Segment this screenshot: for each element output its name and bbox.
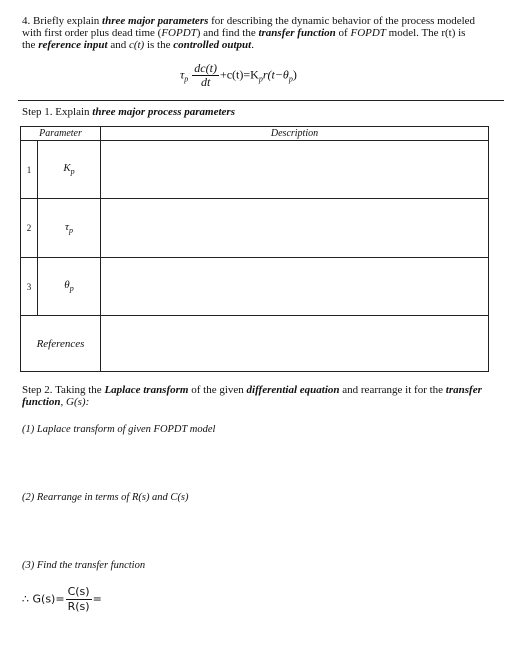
row-number: 2 xyxy=(21,199,38,258)
param-thetap xyxy=(38,258,101,316)
param-sub: p xyxy=(69,284,74,294)
substep-3: (3) Find the transfer function xyxy=(22,560,146,571)
references-row xyxy=(21,316,489,372)
step2-text: , G(s): xyxy=(60,396,90,408)
final-fraction xyxy=(66,585,92,614)
step2-emph: function xyxy=(22,396,61,408)
question-number: 4. xyxy=(22,15,31,27)
q-emph: transfer function xyxy=(258,27,336,39)
row-number: 3 xyxy=(21,258,38,316)
header-description: Description xyxy=(101,127,489,141)
q-emph: three major parameters xyxy=(102,15,209,27)
q-text: with first order plus dead time ( xyxy=(22,27,162,39)
eq-sub: p xyxy=(184,74,189,84)
eq-tau: τ xyxy=(180,67,185,82)
q-text: ) and find the xyxy=(196,27,259,39)
final-num: C(s) xyxy=(67,585,90,598)
table-row xyxy=(21,141,489,199)
step2-text: of the given xyxy=(188,384,247,396)
q-text: and xyxy=(107,39,129,51)
q-text: model. The r(t) is xyxy=(385,27,466,39)
description-cell[interactable] xyxy=(101,141,489,199)
step1-text: Step 1. Explain xyxy=(22,106,93,118)
eq-den: dt xyxy=(200,75,211,89)
parameter-table xyxy=(20,126,489,372)
final-den: R(s) xyxy=(67,600,90,613)
table-row xyxy=(21,258,489,316)
table-row xyxy=(21,199,489,258)
param-symbol: K xyxy=(63,162,71,175)
eq-close: ) xyxy=(292,67,297,82)
param-sub: p xyxy=(70,167,75,177)
q-emph: c(t) xyxy=(128,39,145,51)
eq-rest: +c(t)=K xyxy=(219,67,259,82)
final-lhs: G(s)= xyxy=(32,592,65,606)
param-sub: p xyxy=(68,226,73,236)
substep-2: (2) Rearrange in terms of R(s) and C(s) xyxy=(22,492,189,503)
row-number: 1 xyxy=(21,141,38,199)
step2-text: and rearrange it for the xyxy=(339,384,446,396)
question-text xyxy=(22,15,502,51)
eq-fraction xyxy=(192,62,219,89)
section-divider xyxy=(18,100,504,101)
substep-1: (1) Laplace transform of given FOPDT model xyxy=(22,424,216,435)
fopdt-equation xyxy=(180,62,380,96)
q-text: Briefly explain xyxy=(33,15,103,27)
header-parameter: Parameter xyxy=(21,127,101,141)
step2-text: Step 2. Taking the xyxy=(22,384,105,396)
step1-heading xyxy=(22,106,235,118)
q-text: is the xyxy=(144,39,174,51)
param-symbol: θ xyxy=(64,279,70,292)
param-kp xyxy=(38,141,101,199)
description-cell[interactable] xyxy=(101,199,489,258)
q-text: of xyxy=(335,27,351,39)
transfer-function-equation xyxy=(22,585,102,614)
references-label: References xyxy=(21,316,101,372)
step2-emph: differential equation xyxy=(246,384,340,396)
q-text: . xyxy=(251,39,254,51)
step2-emph: Laplace transform xyxy=(104,384,189,396)
table-header xyxy=(21,127,489,141)
description-cell[interactable] xyxy=(101,258,489,316)
final-eq: = xyxy=(92,592,102,606)
q-text: for describing the dynamic behavior of the process modeled xyxy=(208,15,476,27)
eq-r: r(t−θ xyxy=(262,67,289,82)
q-emph: reference input xyxy=(38,39,108,51)
eq-sub: p xyxy=(288,74,293,84)
q-text: the xyxy=(22,39,39,51)
therefore-symbol: ∴ xyxy=(22,592,29,606)
step1-emph: three major process parameters xyxy=(92,106,235,118)
eq-num: dc(t) xyxy=(194,61,217,75)
step2-heading xyxy=(22,384,502,408)
param-taup xyxy=(38,199,101,258)
q-emph: controlled output xyxy=(173,39,252,51)
references-cell[interactable] xyxy=(101,316,489,372)
q-emph: FOPDT xyxy=(161,27,197,39)
eq-sub: p xyxy=(258,74,263,84)
param-symbol: τ xyxy=(65,220,69,233)
q-emph: FOPDT xyxy=(350,27,386,39)
step2-emph: transfer xyxy=(445,384,482,396)
